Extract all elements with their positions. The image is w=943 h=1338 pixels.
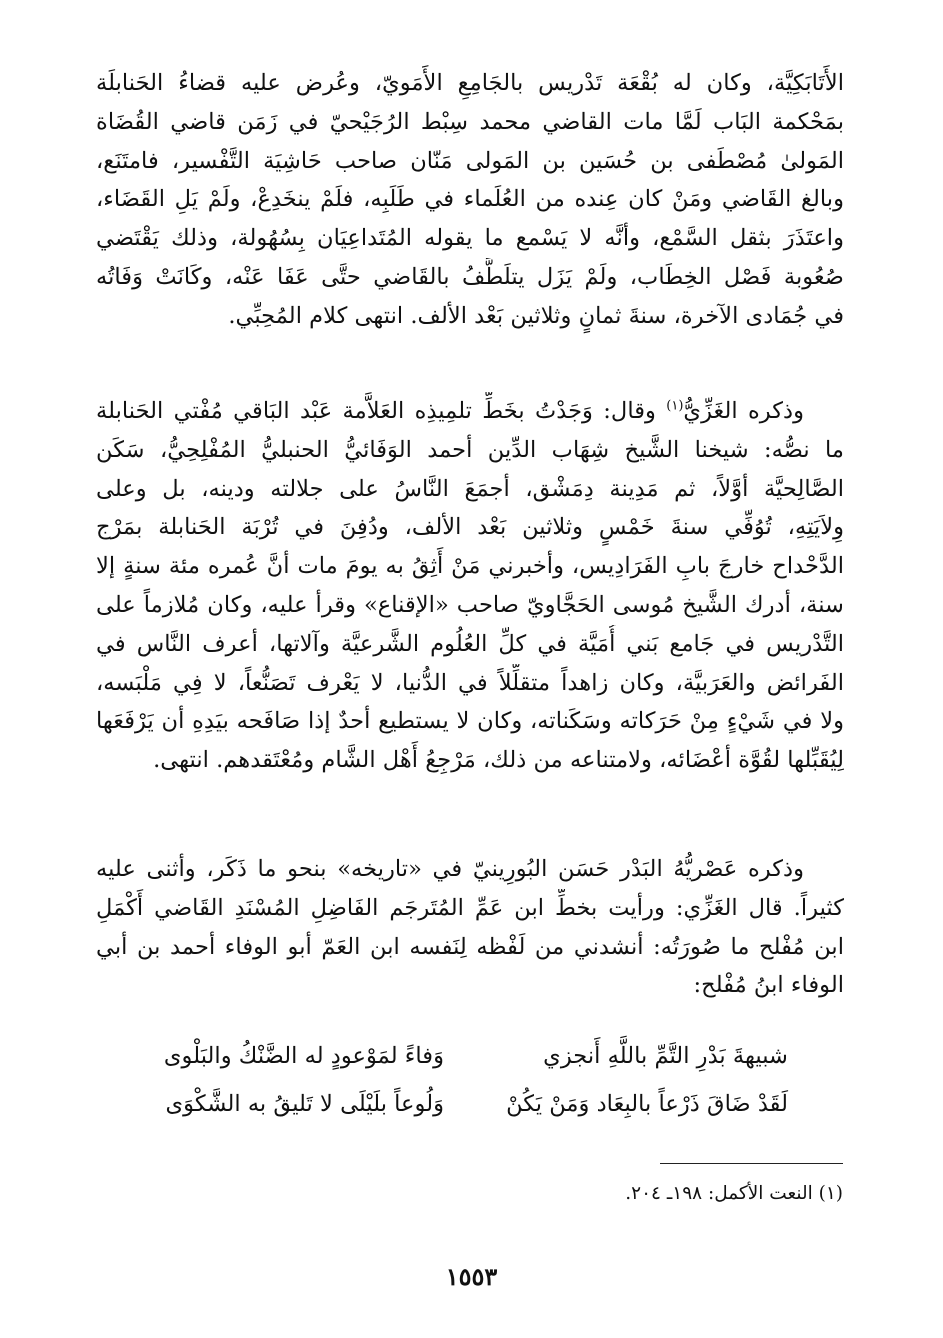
verse-line [96,1036,844,1084]
text-line: في جُمَادى الآخرة، سنةَ ثمانٍ وثلاثين بَعْد الألف. انتهى كلام المُحِبِّي. [228,302,844,329]
page-number: ١٥٥٣ [445,1262,498,1291]
verse-second-hemistich: وَفاءً لمَوْعودٍ له الضَّنْكُ والبَلْوى [163,1043,444,1069]
text-line: الوفاء ابنُ مُفْلح: [693,972,844,999]
text-line: ما نصُّه: شيخنا الشَّيخ شِهَاب الدِّين أحمد الوَفَائيُّ الحنبليُّ المُفْلِحِيُّ، سَكَن [96,436,844,463]
poem-verses [96,1036,844,1132]
text-line: وِلاَيَتِهِ، تُوُفِّي سنةَ خَمْسٍ وثلاثين بَعْد الألف، ودُفِنَ في تُرْبَة الحَنابلة بمَرْج [96,514,844,541]
text-line: صُعُوبة فَصْل الخِطَاب، ولَمْ يَزَل يتلَطَّفُ بالقَاضي حتَّى عَفَا عَنْه، وكَانَتْ وَفَاتُه [96,263,844,290]
text-line: سنة، أدرك الشَّيخ مُوسى الحَجَّاويّ صاحب «الإقناع» وقرأ عليه، وكان مُلازماً على [96,591,844,618]
text-line: التَّدْريس في جَامع بَني أُمَيَّة في كلِّ العُلُوم الشَّرعيَّة وآلاتها، أعرف النَّاس في [96,630,844,657]
footnote: (١) النعت الأكمل: ١٩٨ـ ٢٠٤. [625,1183,843,1204]
text-segment: وذكره الغَزِّيُّ [683,398,804,424]
text-line: وذكره عَصْريُّهُ البَدْر حَسَن البُورِينيّ في «تاريخه» بنحو ما ذَكَر، وأثنى عليه [96,856,804,882]
text-line: ولا في شَيْءٍ مِنْ حَرَكاته وسَكَناته، وكان لا يستطيع أحدٌ إذا صَافَحه بيَدِهِ أن يَرْفَعَها [96,708,844,735]
text-line: لِيُقَبِّلها لقُوَّة أعْضَائه، ولامتناعه من ذلك، مَرْجِعُ أَهْل الشَّام ومُعْتَقدهم. انتهى. [153,747,844,774]
footnote-reference: (١) [666,398,684,414]
text-segment: وقال: وَجَدْتُ بخَطِّ تلمِيذِه العَلاَّمة عَبْد البَاقي مُفْتي الحَنابلة [96,398,667,424]
text-line: الدَّحْداح خارجَ بابِ الفَرَادِيس، وأخبرني مَنْ أَثِقُ به يومَ مات أنَّ عُمره مئة سنةٍ إلا [96,553,844,580]
paragraph-1 [96,64,844,336]
text-line: ابن مُفْلح ما صُورَتُه: أنشدني من لَفْظه لِنَفسه ابن العَمّ أبو الوفاء أحمد بن أبي [96,933,844,960]
footnote-separator [660,1163,843,1164]
text-line: وبالغ القَاضي ومَنْ كان عِنده من العُلَماء في طَلَبِه، فلَمْ ينخَدِعْ، ولَمْ يَلِ القَضَاء، [96,186,844,213]
text-line: كثيراً. قال الغَزِّي: ورأيت بخطِّ ابن عَمِّ المُتَرجَم الفَاضِلِ المُسْنَدِ القَاضي أَكْمَلِ [96,894,844,921]
text-line: المَولىٰ مُصْطَفى بن حُسَين بن المَولى مَنّان صاحب حَاشِيَة التَّفْسير، فامتَنَع، [96,147,844,174]
text-line: واعتَذَرَ بثقل السَّمْع، وأنَّه لا يَسْمع ما يقوله المُتَداعِيَان بِسُهُولة، وذلك يَقْتَضي [96,225,844,252]
text-line: الصَّالِحيَّة أوَّلاً، ثم مَدِينة دِمَشْق، أجمَعَ النَّاسُ على جلالته ودينه، بل وعلى [96,475,844,502]
text-line: الفَرائض والعَرَبيَّة، وكان زاهداً متقلِّلاً في الدُّنيا، لا يَعْرف تَصَنُّعاً، لا فِي مَلْبَسه، [96,669,844,696]
text-line [96,392,844,431]
verse-first-hemistich: لَقَدْ ضَاقَ ذَرْعاً بالبِعَاد وَمَنْ يَكُنْ [506,1091,788,1117]
verse-line [96,1084,844,1132]
verse-second-hemistich: وَلُوعاً بلَيْلَى لا تَليقُ به الشَّكْوَى [165,1091,444,1117]
text-line: بمَحْكمة البَاب لَمَّا مات القاضي محمد سِبْط الرُجَيْحيّ في زَمَن قاضي القُضَاة [96,108,844,135]
verse-first-hemistich: شبيهةَ بَدْرِ التَّمِّ باللَّهِ أَنجزي [543,1043,788,1069]
paragraph-3 [96,850,844,1005]
paragraph-2 [96,392,844,780]
text-line: الأَتَابَكِيَّة، وكان له بُقْعَة تَدْريس بالجَامِعِ الأَمَويّ، وعُرض عليه قضاءُ الحَنابلَة [96,70,844,96]
